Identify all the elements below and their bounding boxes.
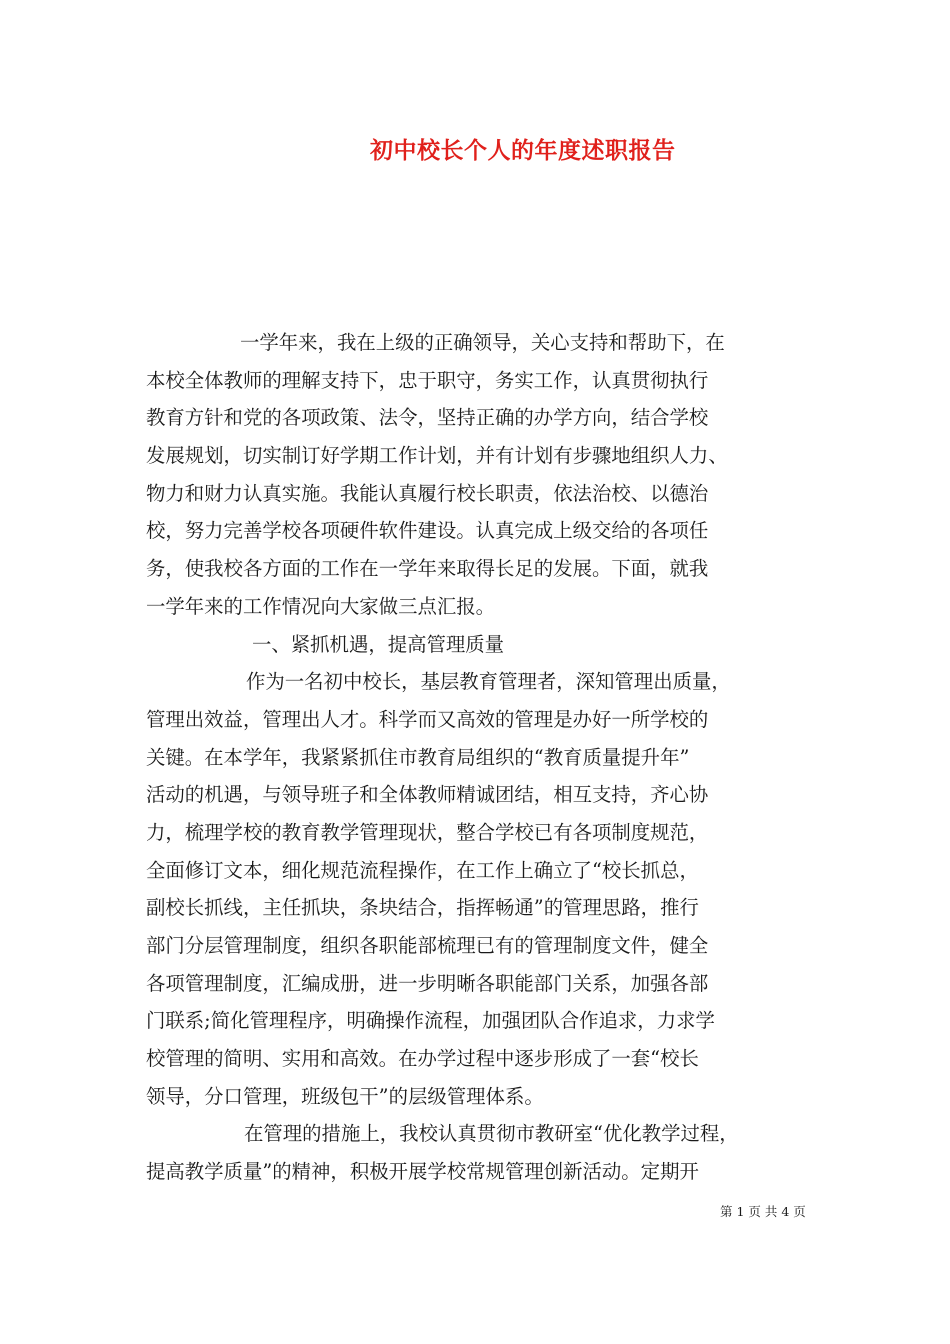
paragraph-line: 在管理的措施上，我校认真贯彻市教研室“优化教学过程， [244, 1122, 739, 1146]
paragraph-line: 关键。在本学年，我紧紧抓住市教育局组织的“教育质量提升年” [146, 745, 690, 769]
paragraph-line: 门联系;简化管理程序，明确操作流程，加强团队合作追求，力求学 [146, 1009, 715, 1033]
paragraph-line: 物力和财力认真实施。我能认真履行校长职责，依法治校、以德治 [146, 481, 709, 505]
paragraph-line: 部门分层管理制度，组织各职能部梳理已有的管理制度文件，健全 [146, 934, 709, 957]
paragraph-line: 力，梳理学校的教育教学管理现状，整合学校已有各项制度规范， [146, 820, 709, 844]
paragraph-line: 全面修订文本，细化规范流程操作，在工作上确立了“校长抓总， [146, 858, 699, 882]
paragraph-line: 校管理的简明、实用和高效。在办学过程中逐步形成了一套“校长 [146, 1047, 699, 1071]
page-number-footer: 第 1 页 共 4 页 [720, 1204, 806, 1219]
paragraph-line: 领导，分口管理，班级包干”的层级管理体系。 [146, 1084, 544, 1108]
paragraph-line: 管理出效益，管理出人才。科学而又高效的管理是办好一所学校的 [146, 707, 709, 731]
paragraph-line: 务，使我校各方面的工作在一学年来取得长足的发展。下面，就我 [146, 557, 709, 581]
document-body [146, 324, 810, 1191]
section-heading: 一、紧抓机遇，提高管理质量 [252, 632, 505, 656]
paragraph-line: 活动的机遇，与领导班子和全体教师精诚团结，相互支持，齐心协 [146, 783, 709, 807]
paragraph-line: 作为一名初中校长，基层教育管理者，深知管理出质量， [246, 670, 731, 694]
document-title: 初中校长个人的年度述职报告 [370, 137, 676, 164]
paragraph-line: 校，努力完善学校各项硬件软件建设。认真完成上级交给的各项任 [146, 519, 709, 543]
paragraph-line: 发展规划，切实制订好学期工作计划，并有计划有步骤地组织人力、 [146, 444, 728, 468]
paragraph-line: 本校全体教师的理解支持下，忠于职守，务实工作，认真贯彻执行 [146, 368, 709, 392]
paragraph-line: 一学年来的工作情况向大家做三点汇报。 [146, 594, 496, 618]
paragraph-line: 提高教学质量”的精神，积极开展学校常规管理创新活动。定期开 [146, 1160, 699, 1184]
paragraph-line: 教育方针和党的各项政策、法令，坚持正确的办学方向，结合学校 [146, 406, 709, 430]
paragraph-line: 副校长抓线，主任抓块，条块结合，指挥畅通”的管理思路，推行 [146, 896, 699, 920]
paragraph-line: 一学年来，我在上级的正确领导，关心支持和帮助下，在 [240, 331, 725, 354]
paragraph-line: 各项管理制度，汇编成册，进一步明晰各职能部门关系，加强各部 [146, 971, 709, 995]
